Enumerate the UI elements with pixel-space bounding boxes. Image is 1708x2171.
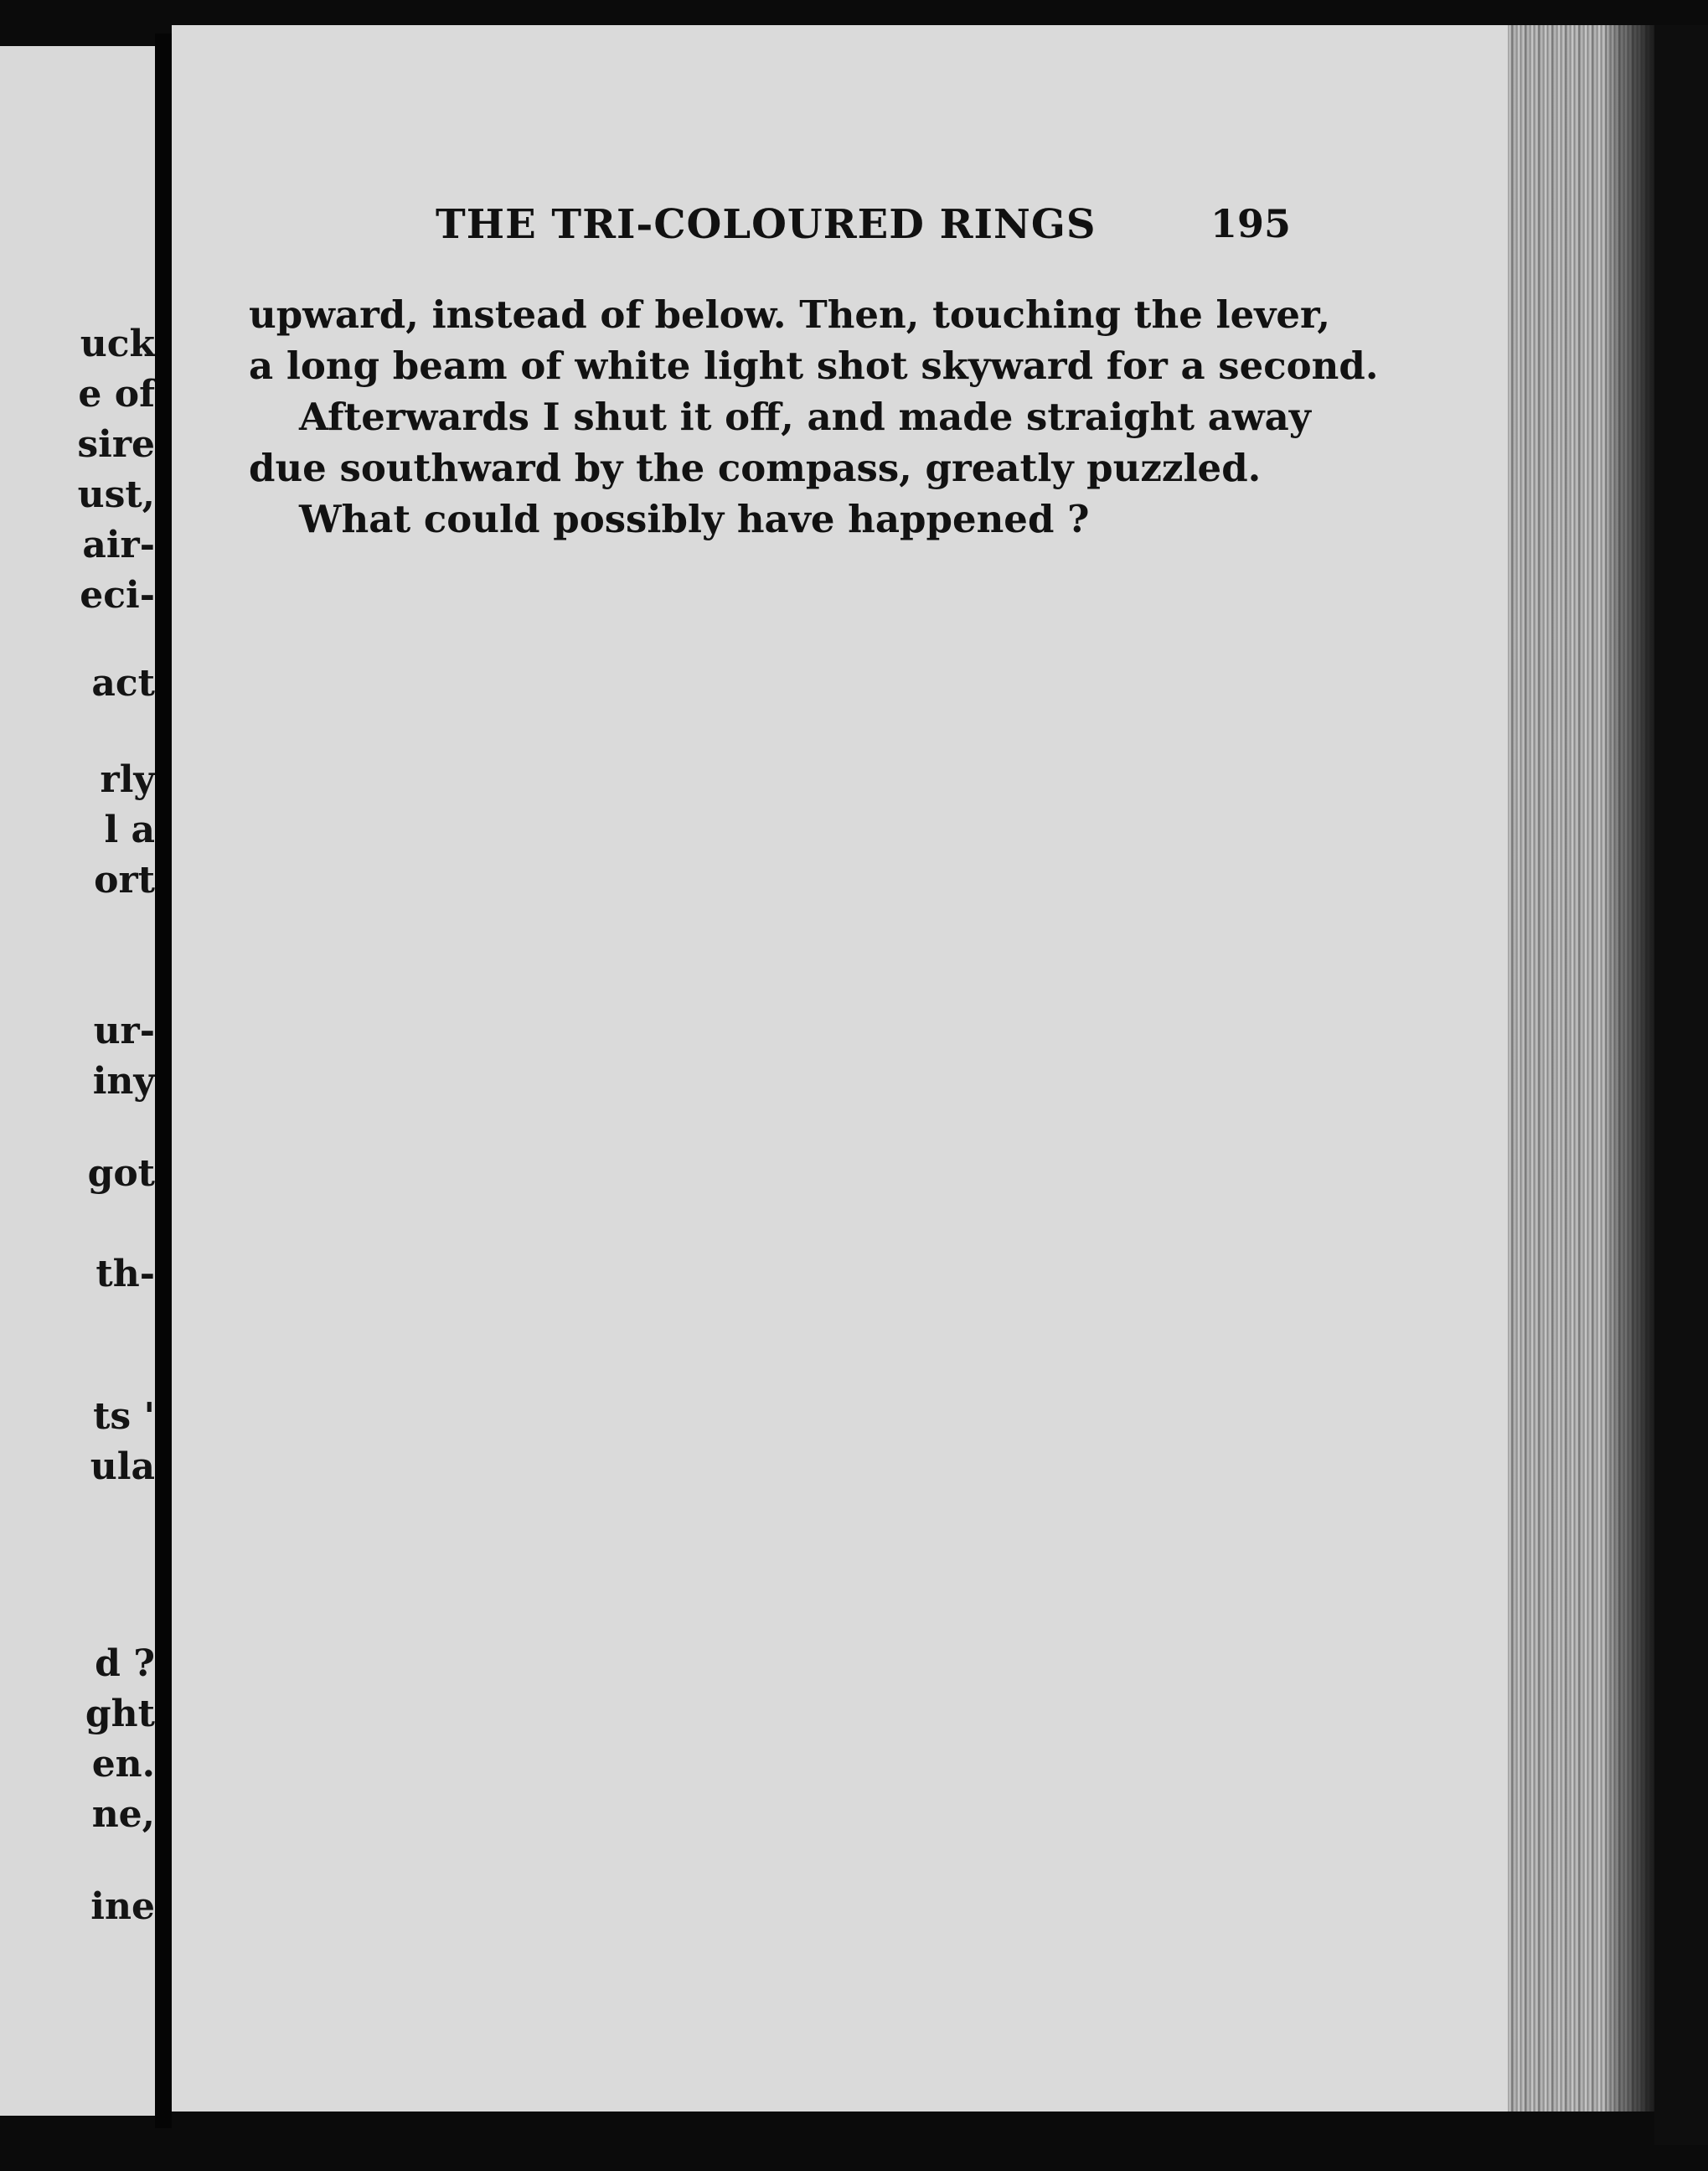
left-line-fragment: ine (90, 1885, 155, 1928)
cover-edge (1654, 25, 1708, 2145)
running-title: THE TRI-COLOURED RINGS (436, 201, 1097, 248)
text-line: Afterwards I shut it off, and made straight away (299, 395, 1311, 439)
book-gutter (155, 34, 172, 2128)
left-page-text-fragments (0, 46, 155, 2116)
left-line-fragment: sire (77, 423, 155, 466)
left-line-fragment: en. (91, 1743, 155, 1786)
left-line-fragment: eci- (80, 574, 155, 617)
left-line-fragment: got (87, 1152, 155, 1195)
left-line-fragment: ne, (91, 1793, 155, 1836)
text-line: a long beam of white light shot skyward for a second. (249, 344, 1379, 388)
left-line-fragment: rly (100, 758, 155, 801)
left-line-fragment: ula (90, 1445, 155, 1488)
left-line-fragment: l a (104, 809, 155, 851)
left-line-fragment: ght (85, 1693, 155, 1735)
text-line: upward, instead of below. Then, touching the lever, (249, 292, 1331, 337)
left-line-fragment: ts ' (93, 1395, 155, 1438)
left-line-fragment: ust, (77, 473, 155, 516)
left-line-fragment: ur- (93, 1010, 155, 1052)
text-line: What could possibly have happened ? (299, 497, 1090, 541)
left-line-fragment: uck (80, 323, 155, 365)
body-text (249, 289, 1379, 545)
left-line-fragment: act (91, 662, 155, 705)
page-number: 195 (1210, 201, 1292, 246)
left-line-fragment: ort (94, 859, 155, 902)
page-fore-edge (1508, 25, 1654, 2112)
left-facing-page (0, 46, 155, 2116)
left-line-fragment: d ? (95, 1642, 155, 1685)
text-line: due southward by the compass, greatly puzzled. (249, 446, 1262, 490)
left-line-fragment: air- (82, 524, 155, 566)
left-line-fragment: iny (92, 1060, 155, 1103)
left-line-fragment: e of (78, 373, 155, 416)
running-head (436, 201, 1292, 251)
left-line-fragment: th- (95, 1253, 155, 1295)
